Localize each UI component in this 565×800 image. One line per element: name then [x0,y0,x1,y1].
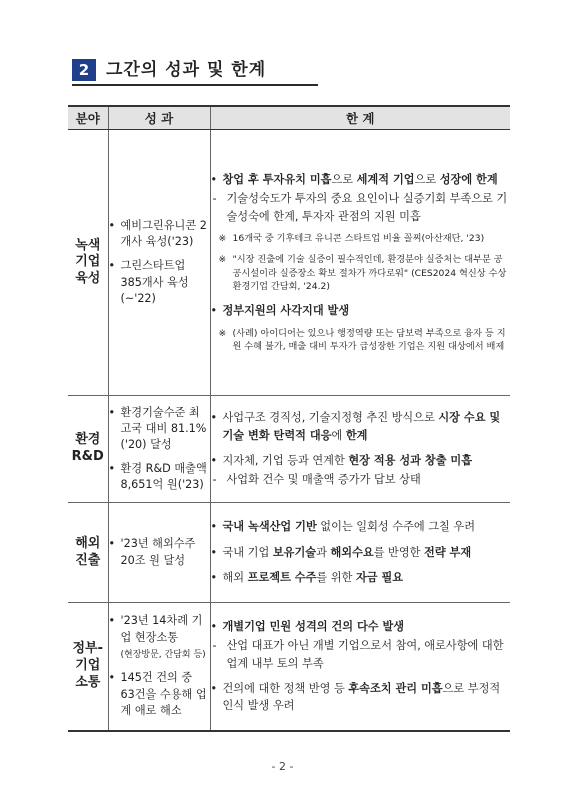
achievement-cell [108,130,210,396]
achievement-item: • 환경기술수준 최고국 대비 81.1%('20) 달성 [108,405,207,452]
table-row-gov-company [68,603,510,731]
achievement-item: • 그린스타트업 385개사 육성 (~'22) [108,259,189,306]
limit-cell [210,503,510,603]
limit-cell [210,130,510,396]
header-limit: 한 계 [210,106,510,130]
achievement-cell [108,603,210,731]
limit-item: • 정부지원의 사각지대 발생 [210,304,350,318]
achievement-item: • 환경 R&D 매출액 8,651억 원('23) [108,461,207,492]
achievement-item: • 예비그린유니콘 2개사 육성('23) [108,218,207,248]
limit-item: • 건의에 대한 정책 반영 등 후속조치 관리 미흡으로 부정적 인식 발생 우려 [210,681,501,713]
header-achievement: 성 과 [108,106,210,130]
header-field: 분야 [68,106,108,130]
limit-cell [210,396,510,503]
limit-item: • 국내 기업 보유기술과 해외수요를 반영한 전략 부재 [210,545,472,559]
field-cell: 정부- 기업 소통 [68,603,108,731]
limit-detail: - 산업 대표가 아닌 개별 기업으로서 참여, 애로사항에 대한 업계 내부 토의 부족 [212,639,504,670]
section-number-badge: 2 [72,59,96,81]
limit-note: ※ "시장 진출에 기술 실증이 필수적인데, 환경분야 실증처는 대부분 공공시설이라 실증장소 확보 절차가 까다로워" (CES2024 혁신상 수상 환경기업 간담회, '24.2) [218,253,507,293]
limit-detail: - 사업화 건수 및 매출액 증가가 답보 상태 [212,473,421,487]
limit-item: • 창업 후 투자유치 미흡으로 세계적 기업으로 성장에 한계 [210,172,498,186]
limit-cell [210,603,510,731]
page-number: - 2 - [271,760,294,773]
achievement-cell [108,503,210,603]
table-row-env-rnd [68,396,510,503]
field-cell: 녹색 기업 육성 [68,130,108,396]
field-cell: 해외 진출 [68,503,108,603]
achievement-item: • '23년 14차례 기업 현장소통 (현장방문, 간담회 등) [108,614,206,660]
limit-item: • 사업구조 경직성, 기술지정형 추진 방식으로 시장 수요 및 기술 변화 탄력적 대응에 한계 [210,411,501,442]
limit-item: • 해외 프로젝트 수주를 위한 자금 필요 [210,571,404,585]
table-row-green-company [68,130,510,396]
limit-note: ※ 16개국 중 기후테크 유니콘 스타트업 비율 꼴찌(아산재단, '23) [218,232,485,244]
section-heading [72,58,318,86]
limit-item: • 개별기업 민원 성격의 건의 다수 발생 [210,619,405,633]
table-header-row [68,106,510,130]
achievement-item: • '23년 해외수주 20조 원 달성 [108,537,196,567]
achievement-cell [108,396,210,503]
limit-item: • 국내 녹색산업 기반 없이는 일회성 수주에 그칠 우려 [210,520,476,534]
limit-item: • 지자체, 기업 등과 연계한 현장 적용 성과 창출 미흡 [210,454,473,467]
section-title: 그간의 성과 및 한계 [106,60,267,80]
achievement-item: • 145건 건의 중 63건을 수용해 업계 애로 해소 [108,671,207,717]
table-row-overseas [68,503,510,603]
limit-note: ※ (사례) 아이디어는 있으나 행정역량 또는 담보력 부족으로 융자 등 지원 수혜 불가, 매출 대비 투자가 급성장한 기업은 지원 대상에서 배제 [218,327,506,353]
limit-detail: - 기술성숙도가 투자의 중요 요인이나 실증기회 부족으로 기술성숙에 한계, 투자자 관점의 지원 미흡 [212,192,508,223]
achievements-limits-table [68,105,510,732]
field-cell: 환경 R&D [68,396,108,503]
